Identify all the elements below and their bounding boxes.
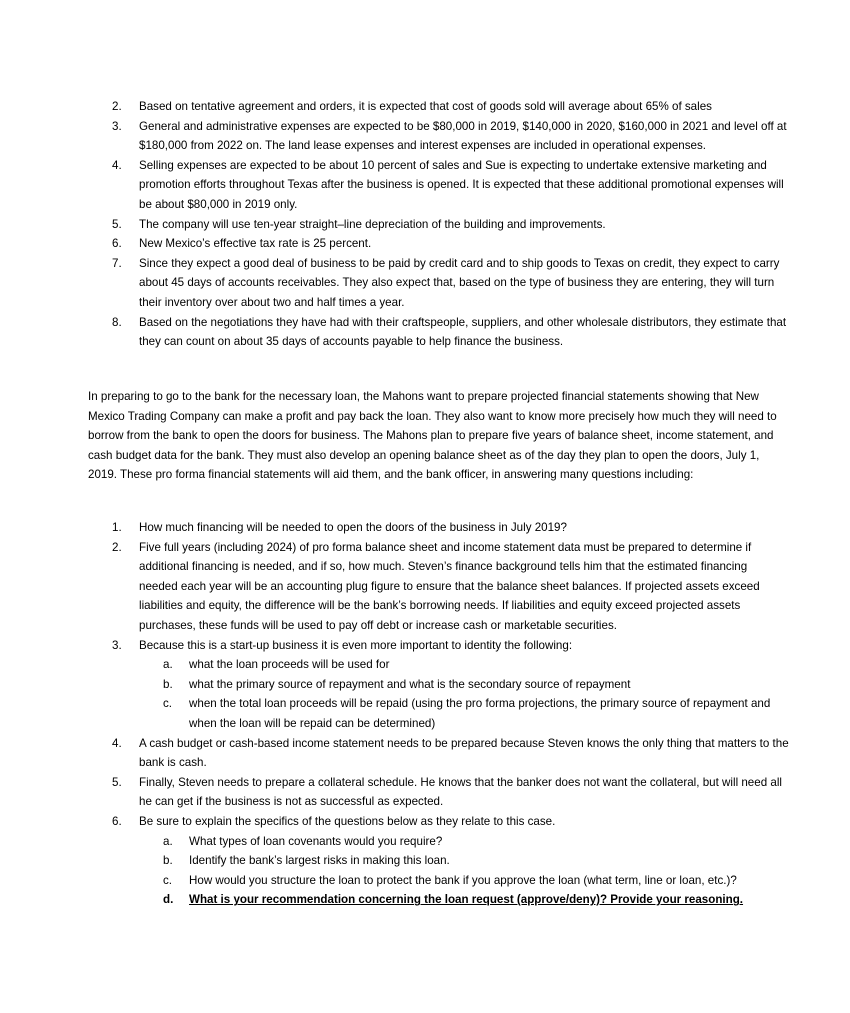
subitem-text: How would you structure the loan to protect the bank if you approve the loan (what term, line or loan, etc.)?	[189, 873, 737, 887]
list-item	[112, 313, 789, 352]
subitem-text: when the total loan proceeds will be repaid (using the pro forma projections, the primary source of repayment and when the loan will be repaid can be determined)	[189, 697, 771, 730]
item-number: 2.	[112, 540, 122, 554]
item-text: New Mexico’s effective tax rate is 25 percent.	[139, 237, 372, 251]
sublist-item	[163, 871, 789, 891]
list-item	[112, 773, 789, 812]
item-text: A cash budget or cash-based income statement needs to be prepared because Steven knows the only thing that matters to the bank is cash.	[139, 736, 789, 770]
subitem-letter: a.	[163, 834, 173, 848]
subitem-letter: c.	[163, 697, 173, 711]
questions-list	[112, 518, 789, 910]
item-number: 7.	[112, 256, 122, 270]
list-item	[112, 156, 789, 215]
list-item	[112, 254, 789, 313]
list-item	[112, 234, 789, 254]
subitem-letter: a.	[163, 658, 173, 672]
list-item	[112, 215, 789, 235]
item-number: 3.	[112, 638, 122, 652]
item-number: 1.	[112, 521, 122, 534]
sublist-item	[163, 675, 789, 695]
item-number: 8.	[112, 315, 122, 329]
sublist-item	[163, 694, 789, 733]
subitem-text: what the loan proceeds will be used for	[189, 658, 390, 672]
sublist-item	[163, 832, 789, 852]
list-item	[112, 117, 789, 156]
item-number: 5.	[112, 217, 122, 231]
item-text: General and administrative expenses are expected to be $80,000 in 2019, $140,000 in 2020, $160,000 in 2021 and level off at $180,000 from 2022 on. The land lease expenses and interest expenses are included in operational expenses.	[139, 119, 787, 153]
item-text: Since they expect a good deal of business to be paid by credit card and to ship goods to Texas on credit, they expect to carry about 45 days of accounts receivables. They also expect that, based on the type of business they are entering, they will turn their inventory over about two and half times a year.	[139, 256, 780, 309]
subitem-text: what the primary source of repayment and what is the secondary source of repayment	[189, 677, 631, 691]
list-item	[112, 812, 789, 910]
list-item	[112, 518, 789, 538]
sublist-item	[163, 655, 789, 675]
subitem-text: What types of loan covenants would you require?	[189, 834, 443, 848]
recommendation-question: What is your recommendation concerning the loan request (approve/deny)? Provide your reasoning.	[189, 893, 744, 907]
subitem-letter: b.	[163, 854, 173, 868]
item-text: Because this is a start-up business it is even more important to identity the following:	[139, 638, 573, 652]
item-number: 2.	[112, 100, 122, 113]
assumptions-list	[112, 97, 789, 352]
item-number: 3.	[112, 119, 122, 133]
item-number: 4.	[112, 158, 122, 172]
intro-paragraph: In preparing to go to the bank for the necessary loan, the Mahons want to prepare projected financial statements showing that New Mexico Trading Company can make a profit and pay back the loan. They also want to know more precisely how much they will need to borrow from the bank to open the doors for business. The Mahons plan to prepare five years of balance sheet, income statement, and cash budget data for the bank. They must also develop an opening balance sheet as of the day they plan to open the doors, July 1, 2019. These pro forma financial statements will aid them, and the bank officer, in answering many questions including:	[88, 390, 777, 482]
list-item	[112, 538, 789, 636]
item-text: Five full years (including 2024) of pro forma balance sheet and income statement data must be prepared to determine if additional financing is needed, and if so, how much. Steven’s finance background tells him that the estimated financing needed each year will be an accounting plug figure to ensure that the balance sheet balances. If projected assets exceed liabilities and equity, the difference will be the bank’s borrowing needs. If liabilities and equity exceed projected assets purchases, these funds will be used to pay off debt or increase cash or marketable securities.	[139, 540, 760, 632]
item-number: 4.	[112, 736, 122, 750]
list-item	[112, 636, 789, 734]
item-text: The company will use ten-year straight–line depreciation of the building and improvements.	[139, 217, 606, 231]
item-number: 6.	[112, 237, 122, 251]
sublist	[163, 832, 789, 910]
item-text: Be sure to explain the specifics of the questions below as they relate to this case.	[139, 814, 556, 828]
item-text: How much financing will be needed to open the doors of the business in July 2019?	[139, 521, 567, 534]
subitem-letter: d.	[163, 893, 174, 907]
subitem-text: Identify the bank’s largest risks in making this loan.	[189, 854, 450, 868]
item-text: Based on the negotiations they have had with their craftspeople, suppliers, and other wholesale distributors, they estimate that they can count on about 35 days of accounts payable to help finance the business.	[139, 315, 787, 349]
list-item	[112, 734, 789, 773]
sublist	[163, 655, 789, 733]
item-text: Selling expenses are expected to be about 10 percent of sales and Sue is expecting to undertake extensive marketing and promotion efforts throughout Texas after the business is opened. It is expected that these additional promotional expenses will be about $80,000 in 2019 only.	[139, 158, 784, 211]
item-number: 6.	[112, 814, 122, 828]
sublist-item	[163, 851, 789, 871]
list-item	[112, 97, 789, 117]
item-number: 5.	[112, 775, 122, 789]
subitem-letter: c.	[163, 873, 173, 887]
item-text: Finally, Steven needs to prepare a collateral schedule. He knows that the banker does not want the collateral, but will need all he can get if the business is not as successful as expected.	[139, 775, 782, 809]
item-text: Based on tentative agreement and orders, it is expected that cost of goods sold will average about 65% of sales	[139, 100, 712, 113]
subitem-letter: b.	[163, 677, 173, 691]
sublist-item	[163, 890, 789, 910]
